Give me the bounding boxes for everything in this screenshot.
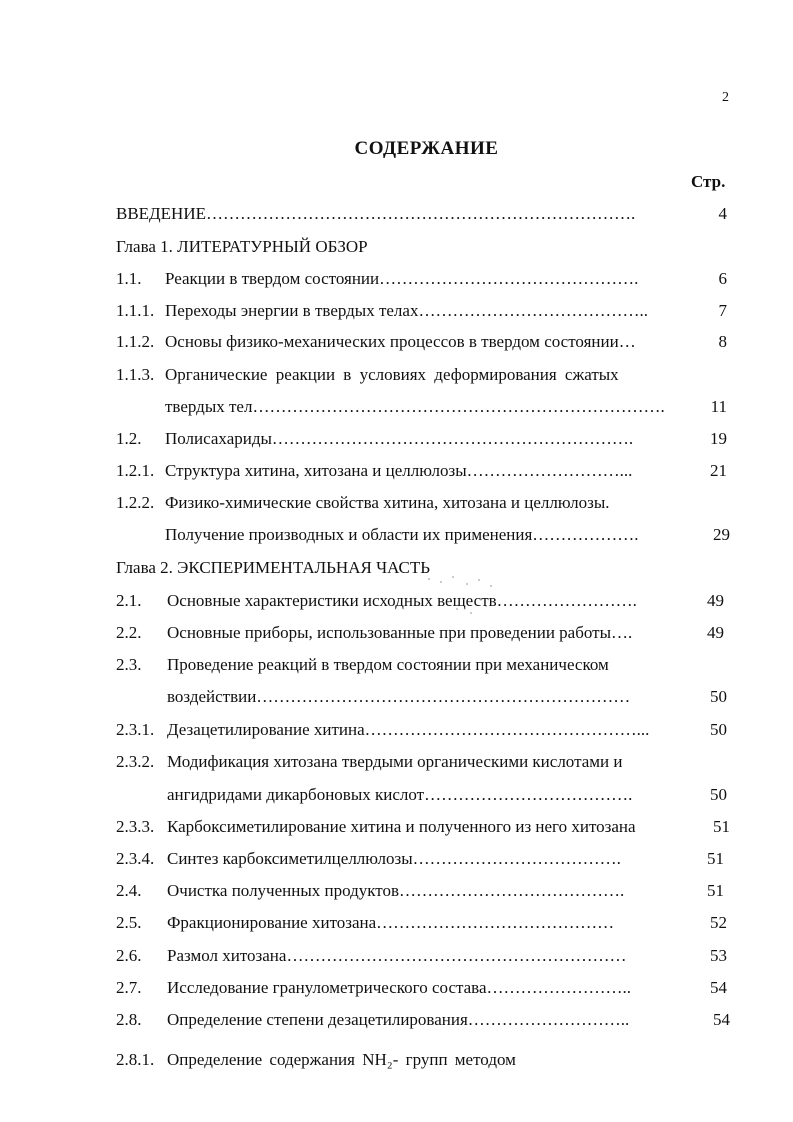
toc-page: 50 [710,720,727,739]
toc-entry: Модификация хитозана твердыми органическими кислотами и [167,752,623,771]
toc-num: 2.3.2. [116,752,155,771]
toc-num: 2.2. [116,623,142,642]
toc-num: 2.7. [116,978,142,997]
toc-page: 53 [710,946,727,965]
toc-entry: Фракционирование хитозана…………………………………… [167,913,615,932]
toc-entry: Основные характеристики исходных веществ……………………. [167,591,637,610]
toc-page: 50 [710,785,727,804]
toc-page: 4 [718,204,727,223]
toc-entry: Проведение реакций в твердом состоянии при механическом [167,655,609,674]
toc-num: 2.8. [116,1010,142,1029]
toc-num: 1.1.2. [116,332,155,351]
toc-page: 11 [710,397,727,416]
toc-num: 2.5. [116,913,142,932]
toc-num: 2.3.4. [116,849,155,868]
toc-page: 8 [718,332,727,351]
toc-entry: Дезацетилирование хитина…………………………………………... [167,720,650,739]
toc-entry-continued: ангидридами дикарбоновых кислот………………………………. [167,785,633,804]
toc-entry: Основы физико-механических процессов в твердом состоянии… [165,332,636,351]
toc-num: 1.1.3. [116,365,155,384]
toc-entry: Синтез карбоксиметилцеллюлозы………………………………. [167,849,621,868]
toc-page: 50 [710,687,727,706]
toc-entry: Очистка полученных продуктов…………………………………. [167,881,625,900]
toc-entry: Карбоксиметилирование хитина и полученного из него хитозана [167,817,636,836]
toc-chapter-1: Глава 1. ЛИТЕРАТУРНЫЙ ОБЗОР [116,237,368,256]
toc-entry: Определение содержания NH₂- групп методом [167,1050,516,1069]
toc-entry: Исследование гранулометрического состава…………………….. [167,978,632,997]
toc-page: 49 [707,623,724,642]
toc-page: 49 [707,591,724,610]
toc-entry: Физико-химические свойства хитина, хитозана и целлюлозы. [165,493,610,512]
toc-entry-continued: Получение производных и области их применения………………. [165,525,639,544]
toc-page: 29 [713,525,730,544]
toc-entry-continued: воздействии………………………………………………………… [167,687,631,706]
page-title: СОДЕРЖАНИЕ [354,138,499,159]
toc-page: 54 [713,1010,730,1029]
toc-page: 19 [710,429,727,448]
toc-entry: Размол хитозана…………………………………………………… [167,946,627,965]
toc-num: 1.2.2. [116,493,155,512]
toc-page: 6 [718,269,727,288]
toc-entry: Определение степени дезацетилирования……………………….. [167,1010,630,1029]
toc-entry: Реакции в твердом состоянии………………………………………. [165,269,639,288]
toc-num: 2.4. [116,881,142,900]
toc-entry: Структура хитина, хитозана и целлюлозы………………………... [165,461,633,480]
toc-num: 2.3. [116,655,142,674]
toc-page: 51 [713,817,730,836]
toc-page: 54 [710,978,727,997]
toc-num: 1.2.1. [116,461,155,480]
toc-num: 1.1.1. [116,301,155,320]
toc-entry-continued: твердых тел………………………………………………………………. [165,397,665,416]
toc-entry: Переходы энергии в твердых телах………………………………….. [165,301,648,320]
toc-num: 2.6. [116,946,142,965]
toc-page: 7 [718,301,727,320]
toc-entry: Органические реакции в условиях деформирования сжатых [165,365,619,384]
toc-num: 2.3.3. [116,817,155,836]
toc-chapter-2: Глава 2. ЭКСПЕРИМЕНТАЛЬНАЯ ЧАСТЬ [116,558,431,577]
toc-page: 52 [710,913,727,932]
toc-page: 51 [707,881,724,900]
toc-page: 51 [707,849,724,868]
page-column-label: Стр. [691,172,726,191]
toc-num: 1.2. [116,429,142,448]
page-number: 2 [722,90,729,105]
toc-page: 21 [710,461,727,480]
toc-num: 2.1. [116,591,142,610]
toc-entry: Основные приборы, использованные при проведении работы…. [167,623,633,642]
toc-num: 2.3.1. [116,720,155,739]
toc-entry-intro: ВВЕДЕНИЕ…………………………………………………………………. [116,204,636,223]
toc-entry: Полисахариды………………………………………………………. [165,429,634,448]
toc-num: 1.1. [116,269,142,288]
toc-num: 2.8.1. [116,1050,155,1069]
